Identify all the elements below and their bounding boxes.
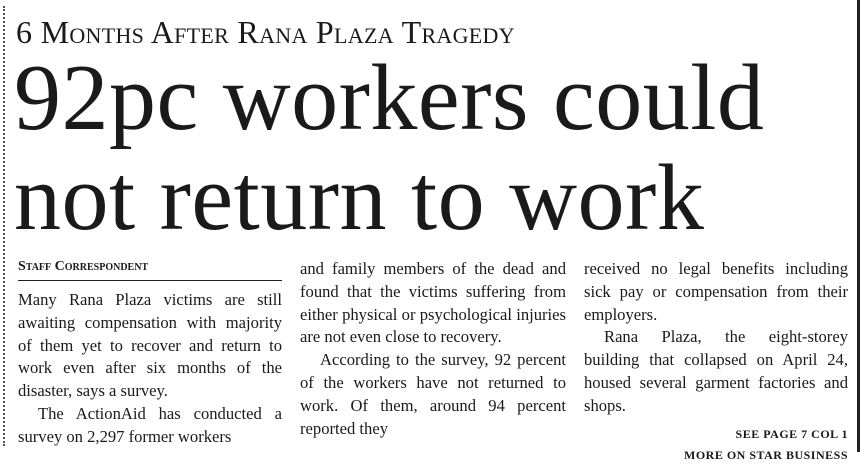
headline-kicker: 6 Months After Rana Plaza Tragedy — [16, 14, 515, 50]
paragraph: The ActionAid has conducted a survey on 2,297 former workers — [18, 403, 282, 446]
paragraph: received no legal benefits including sick pay or compensation from their employers. — [584, 259, 848, 324]
article-column-2 — [300, 258, 566, 440]
paragraph: Rana Plaza, the eight-storey building that collapsed on April 24, housed several garment factories and shops. — [584, 327, 848, 415]
see-page-reference: SEE PAGE 7 COL 1 — [735, 426, 848, 441]
paragraph: and family members of the dead and found that the victims suffering from either physical or psychological injuries are not even close to recovery. — [300, 259, 566, 347]
dotted-column-rule — [3, 6, 5, 446]
byline: Staff Correspondent — [18, 258, 282, 281]
paragraph: According to the survey, 92 percent of the workers have not returned to work. Of them, around 94 percent reported they — [300, 350, 566, 438]
headline-line-2: not return to work — [14, 146, 705, 250]
more-on-reference: MORE ON STAR BUSINESS — [684, 447, 848, 462]
headline-line-1: 92pc workers could — [14, 46, 765, 150]
article-column-1 — [18, 258, 282, 449]
headline — [14, 48, 854, 248]
article-column-3 — [584, 258, 848, 466]
paragraph: Many Rana Plaza victims are still awaiting compensation with majority of them yet to recover and return to work even after six months of the disaster, says a survey. — [18, 290, 282, 401]
